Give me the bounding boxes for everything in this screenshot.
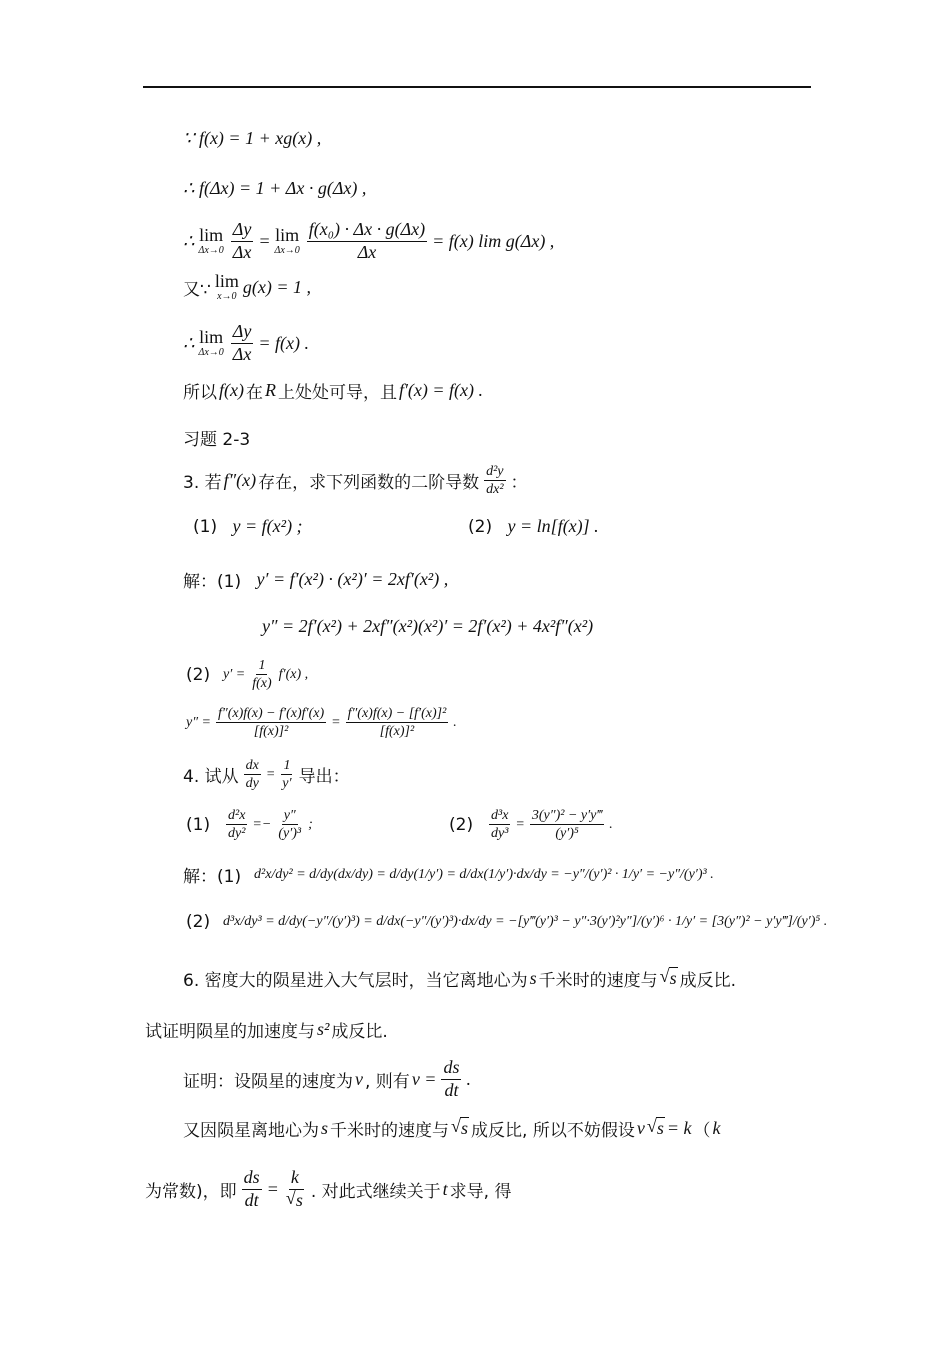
q4-item-2: (2) $\frac{\text{d³x}}{\text{dy³}}$ = $\frac{\text{3(y″)² − y′y‴}}{\text{(y′)⁵}}$ .	[449, 808, 613, 842]
q6-paragraph-2: 试证明陨星的加速度与 s² 成反比.	[145, 1019, 388, 1042]
q6-paragraph-3: 证明：设陨星的速度为 v , 则有 v = $\frac{ds}{dt}$ .	[183, 1057, 471, 1100]
fraction-quotient-rule: $\frac{f''(x)f(x) - f'(x)f'(x)}{\text{[f(x)]²}}$	[218, 706, 325, 740]
fraction-simplified: $\frac{\text{f″(x)f(x) − [f′(x)]²}}{\text{[f(x)]²}}$	[347, 706, 447, 740]
limit: lim Δx→0	[198, 225, 224, 257]
proof-line-5-rest: = f(x) .	[258, 332, 309, 353]
fraction-ds-dt: $\frac{ds}{dt}$	[443, 1057, 460, 1100]
fraction-rhs: $\frac{y''}{\text{(y′)³}}$	[278, 808, 302, 842]
limit: lim x→0	[214, 271, 239, 302]
fraction-product: $\frac{\text{f(x₀) · Δx · g(Δx)}}{\Delta x}$	[308, 219, 426, 262]
proof-line-3: ∴ lim Δx→0 $\frac{\Delta y}{\Delta x}$ = lim Δx→0 $\frac{\text{f(x₀) · Δx · g(Δx)}}{\Delta x}$ = f(x) lim g(Δx) ,	[183, 219, 555, 262]
fraction-dy-dx: $\frac{\Delta y}{\Delta x}$	[232, 321, 252, 364]
therefore-symbol: ∴	[183, 230, 195, 251]
q3-solution-4: y″ = $\frac{f''(x)f(x) - f'(x)f'(x)}{\text{[f(x)]²}}$ = $\frac{\text{f″(x)f(x) − [f′(x)]²}}{\text{[f(x)]²}}$ .	[186, 706, 457, 740]
q3-statement: 3. 若 f″(x) 存在，求下列函数的二阶导数 $\frac{\text{d²y}}{\text{dx²}}$ ：	[183, 464, 528, 498]
proof-line-1: ∵ f(x) = 1 + xg(x) ,	[183, 128, 322, 148]
q3-solution-3: (2) y′ = $\frac{1}{f(x)}$ f′(x) ,	[186, 658, 309, 692]
q3-item-2: (2) y = ln[f(x)] .	[468, 516, 599, 537]
q4-solution-1: 解：(1) d²x/dy² = d/dy(dx/dy) = d/dy(1/y′) = d/dx(1/y′)·dx/dy = −y″/(y′)² · 1/y′ = −y″/(y′)³ .	[183, 866, 714, 887]
proof-line-5	[183, 322, 309, 365]
fraction-dx-dy: $\frac{dx}{dy}$	[245, 758, 259, 792]
fraction-ds-dt: $\frac{ds}{dt}$	[243, 1167, 260, 1210]
fraction-k-sqrt-s: k √ s	[284, 1168, 306, 1211]
proof-line-2: ∴ f(Δx) = 1 + Δx · g(Δx) ,	[183, 178, 367, 198]
proof-conclusion: 所以 f(x) 在 R 上处处可导，且 f′(x) = f(x) .	[183, 380, 484, 403]
q6-paragraph-1: 6. 密度大的陨星进入大气层时，当它离地心为 s 千米时的速度与 √ s 成反比.	[183, 966, 736, 991]
proof-line-3-rest: = f(x) lim g(Δx) ,	[432, 230, 555, 251]
q6-paragraph-5: 为常数)，即 $\frac{ds}{dt}$ = k √ s . 对此式继续关于 t 求导, 得	[145, 1168, 511, 1211]
fraction-rhs: $\frac{\text{3(y″)² − y′y‴}}{\text{(y′)⁵}}$	[531, 808, 603, 842]
q3-item-1: (1) y = f(x²) ;	[193, 516, 303, 537]
q4-statement: 4. 试从 $\frac{dx}{dy}$ = $\frac{1}{y'}$ 导出：	[183, 758, 350, 792]
limit: lim Δx→0	[198, 327, 224, 359]
second-derivative-fraction: $\frac{\text{d²y}}{\text{dx²}}$	[486, 464, 504, 498]
also-because-text: 又∵	[183, 279, 211, 300]
proof-line-4-rest: g(x) = 1 ,	[242, 276, 311, 297]
q3-solution-2: y″ = 2f′(x²) + 2xf″(x²)(x²)′ = 2f′(x²) + 4x²f″(x²)	[262, 616, 594, 636]
q6-paragraph-4: 又因陨星离地心为 s 千米时的速度与 √ s 成反比, 所以不妨假设 v √ s = k （ k	[183, 1116, 721, 1141]
q4-item-1: (1) $\frac{\text{d²x}}{\text{dy²}}$ =− $\frac{y''}{\text{(y′)³}}$ ;	[186, 808, 313, 842]
fraction-d2x-dy2: $\frac{\text{d²x}}{\text{dy²}}$	[228, 808, 246, 842]
limit: lim Δx→0	[274, 225, 300, 257]
fraction-one-over-yprime: $\frac{1}{y'}$	[282, 758, 292, 792]
section-title: 习题 2-3	[183, 430, 251, 450]
therefore-symbol: ∴	[183, 332, 195, 353]
fraction-one-over-f: $\frac{1}{f(x)}$	[252, 658, 272, 692]
fraction-d3x-dy3: $\frac{\text{d³x}}{\text{dy³}}$	[491, 808, 509, 842]
header-rule	[143, 86, 811, 88]
proof-line-4	[183, 272, 311, 302]
q3-solution-1: 解：(1) y′ = f′(x²) · (x²)′ = 2xf′(x²) ,	[183, 569, 449, 592]
fraction-dy-dx: $\frac{\Delta y}{\Delta x}$	[232, 219, 252, 262]
q4-solution-2: (2) d³x/dy³ = d/dy(−y″/(y′)³) = d/dx(−y″/(y′)³)·dx/dy = −[y‴(y′)³ − y″·3(y′)²y″]/(y′)⁶ · 1/y′ = [3(y″)² − y′y‴]/(y′)⁵ .	[186, 912, 828, 932]
